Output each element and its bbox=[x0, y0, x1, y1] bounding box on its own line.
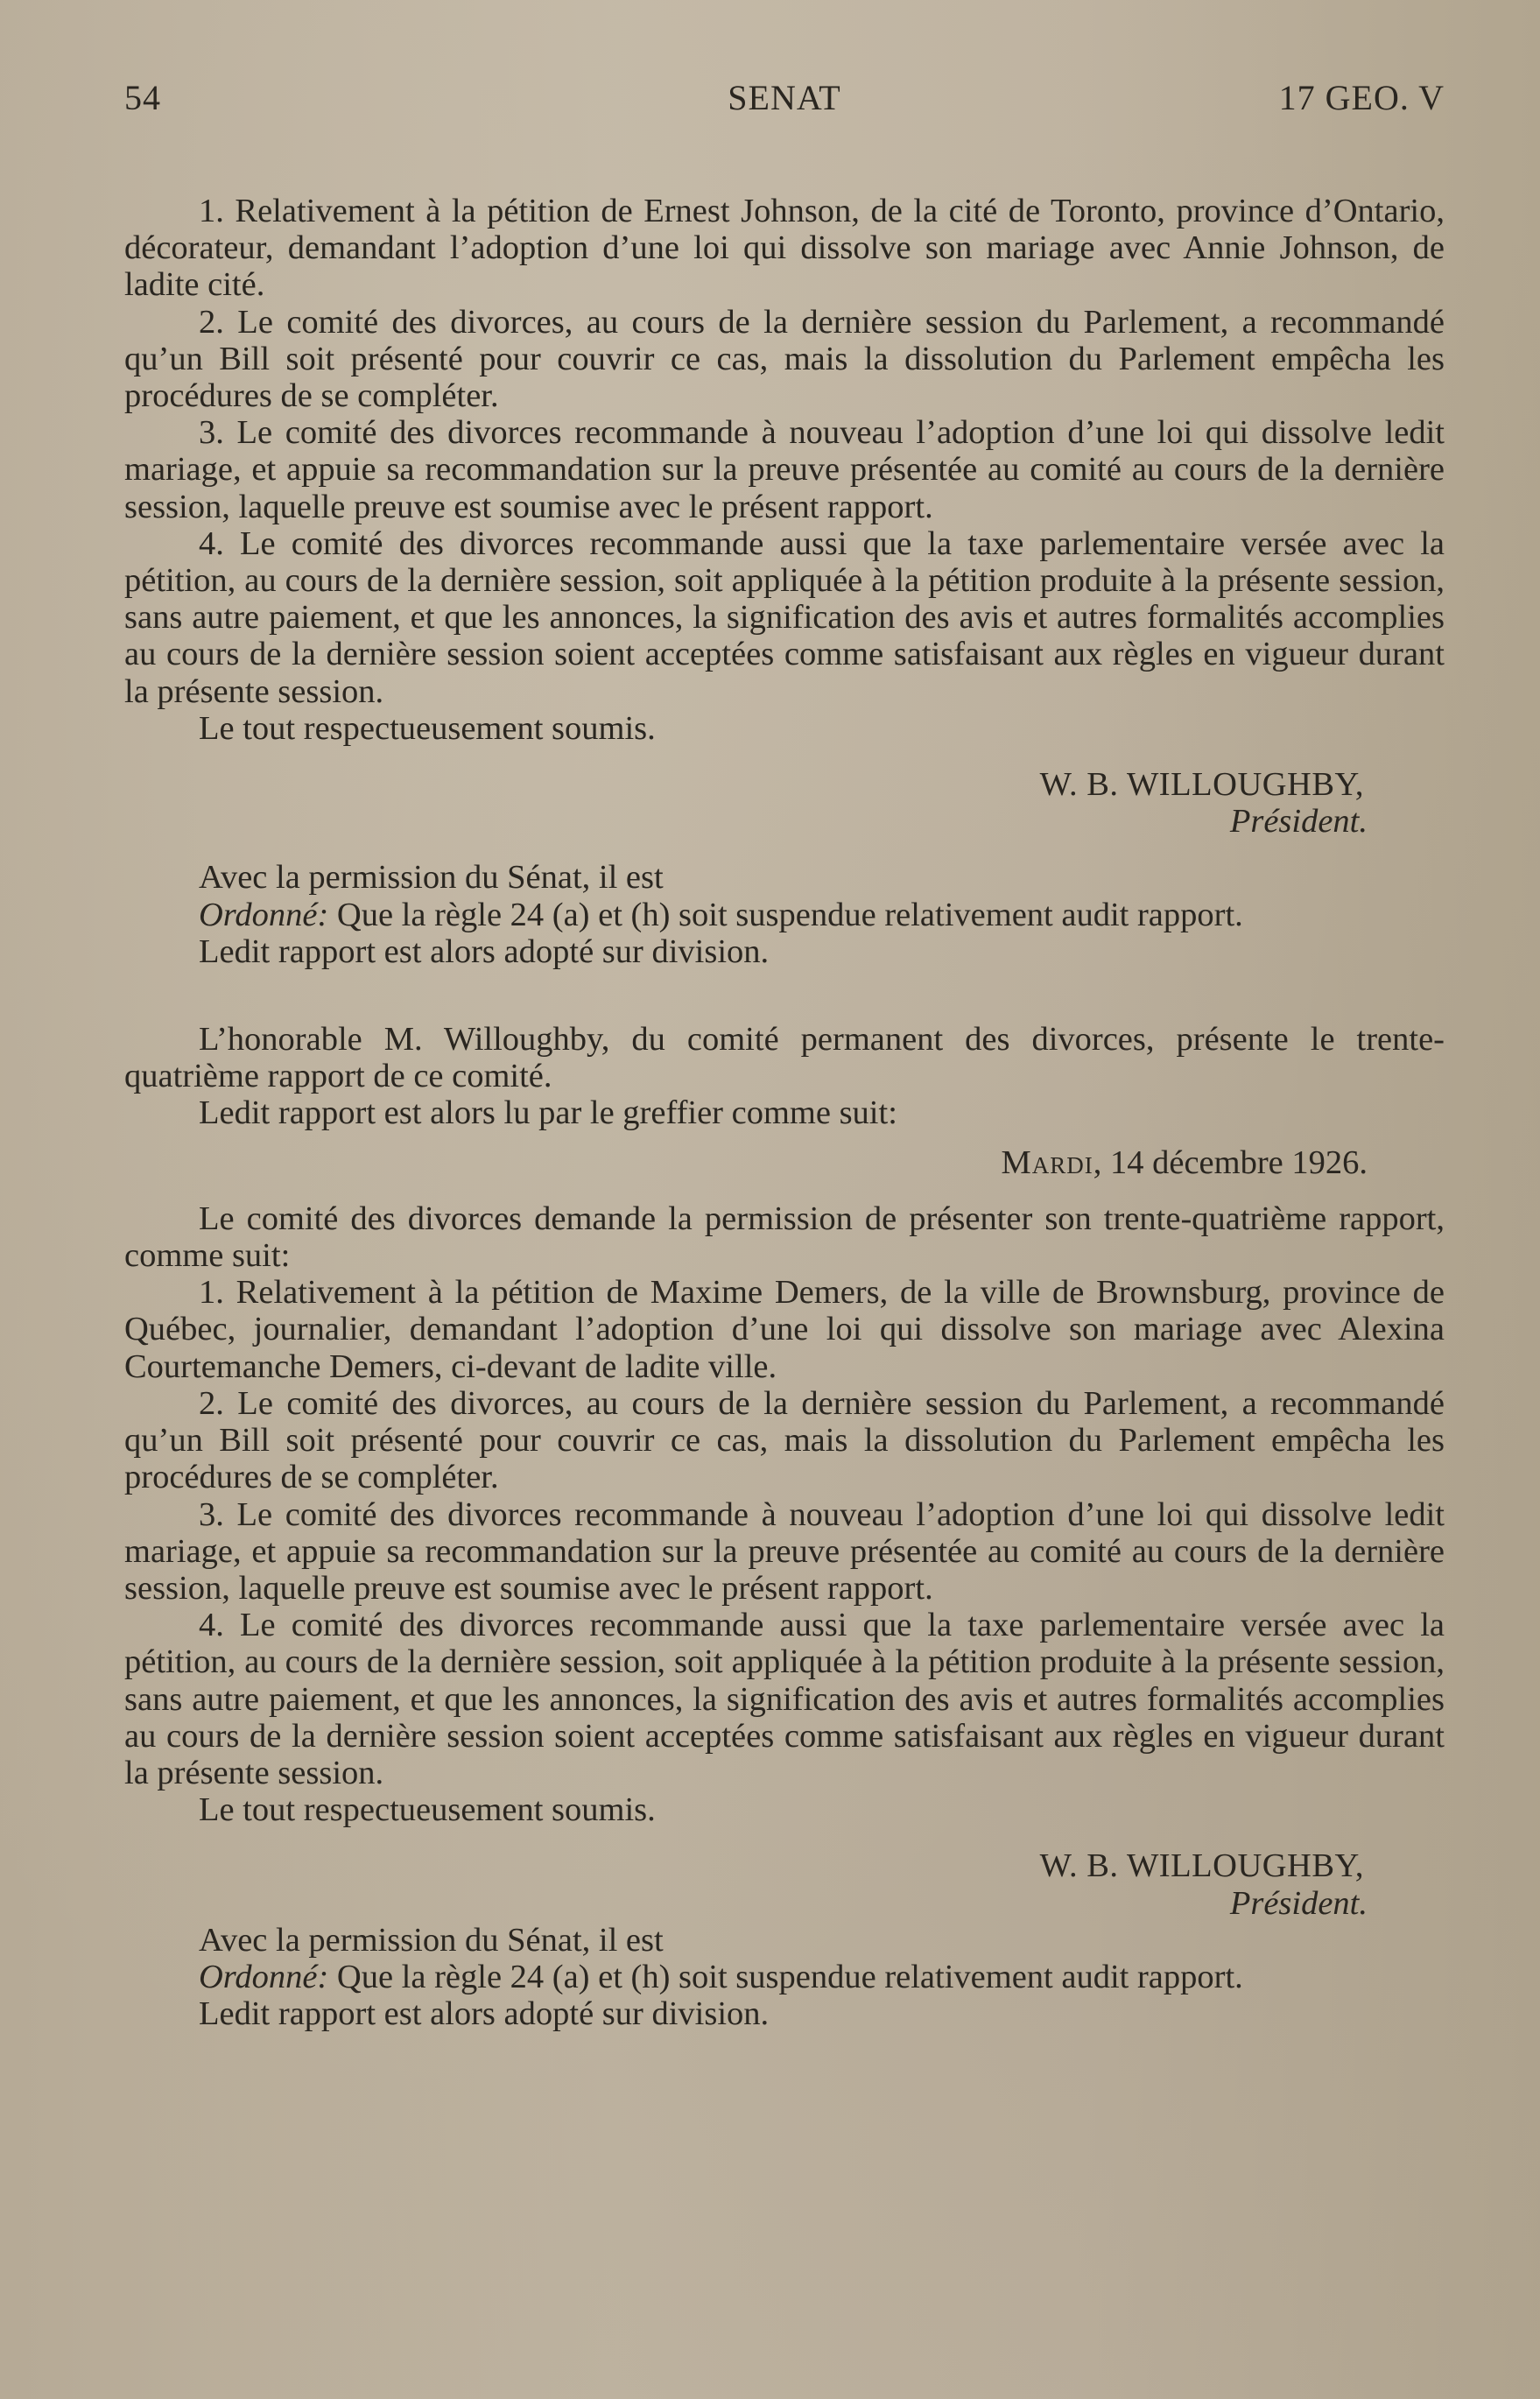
report2-adopted: Ledit rapport est alors adopté sur division. bbox=[199, 1995, 770, 2033]
report1-paragraph-2: 2. Le comité des divorces, au cours de la dernière session du Parlement, a recommandé qu’un Bill soit présenté pour couvrir ce cas, mais la dissolution du Parlement empêcha les procédures de se compléter. bbox=[124, 303, 1445, 415]
report1-paragraph-3: 3. Le comité des divorces recommande à nouveau l’adoption d’une loi qui dissolve ledit mariage, et appuie sa recommandation sur la preuve présentée au comité au cours de la dernière session, laquelle preuve est soumise avec le présent rapport. bbox=[124, 414, 1445, 525]
body-text bbox=[124, 193, 1445, 2032]
report1-closing: Le tout respectueusement soumis. bbox=[199, 709, 656, 747]
report1-paragraph-4: 4. Le comité des divorces recommande aussi que la taxe parlementaire versée avec la pétition, au cours de la dernière session, soit appliquée à la pétition produite à la présente session, sans autre paiement, et que les annonces, la signification des avis et autres formalités accomplies au cours de la dernière session soient acceptées comme satisfaisant aux règles en vigueur durant la présente session. bbox=[124, 524, 1445, 710]
report1-ordered-label: Ordonné: bbox=[199, 896, 329, 933]
report-date-rest: , 14 décembre 1926. bbox=[1093, 1143, 1368, 1181]
report1-ordered-text: Que la règle 24 (a) et (h) soit suspendue relativement audit rapport. bbox=[328, 896, 1243, 933]
report2-paragraph-3: 3. Le comité des divorces recommande à nouveau l’adoption d’une loi qui dissolve ledit mariage, et appuie sa recommandation sur la preuve présentée au comité au cours de la dernière session, laquelle preuve est soumise avec le présent rapport. bbox=[124, 1495, 1445, 1607]
report2-paragraph-4: 4. Le comité des divorces recommande aussi que la taxe parlementaire versée avec la pétition, au cours de la dernière session, soit appliquée à la pétition produite à la présente session, sans autre paiement, et que les annonces, la signification des avis et autres formalités accomplies au cours de la dernière session soient acceptées comme satisfaisant aux règles en vigueur durant la présente session. bbox=[124, 1607, 1445, 1791]
report1-adopted: Ledit rapport est alors adopté sur division. bbox=[199, 932, 770, 970]
report1-signer-name: W. B. WILLOUGHBY, bbox=[1039, 766, 1364, 804]
spacer bbox=[124, 840, 1445, 859]
report1-permission: Avec la permission du Sénat, il est bbox=[199, 859, 664, 897]
report2-paragraph-0: Le comité des divorces demande la permission de présenter son trente-quatrième rapport, comme suit: bbox=[124, 1200, 1445, 1275]
report2-signature bbox=[124, 1847, 1445, 1921]
report1-paragraph-1: 1. Relativement à la pétition de Ernest Johnson, de la cité de Toronto, province d’Ontario, décorateur, demandant l’adoption d’une loi qui dissolve son mariage avec Annie Johnson, de ladite cité. bbox=[124, 193, 1445, 304]
report2-ordered-text: Que la règle 24 (a) et (h) soit suspendue relativement audit rapport. bbox=[328, 1958, 1243, 1995]
report-date-day: Mardi bbox=[1001, 1143, 1093, 1181]
report1-order bbox=[124, 897, 1445, 933]
report2-closing: Le tout respectueusement soumis. bbox=[199, 1791, 656, 1829]
running-header bbox=[124, 77, 1445, 123]
report1-signer-title: Président. bbox=[1229, 803, 1368, 841]
report2-paragraph-1: 1. Relativement à la pétition de Maxime Demers, de la ville de Brownsburg, province de Québec, journalier, demandant l’adoption d’une loi qui dissolve son mariage avec Alexina Courtemanche Demers, ci-devant de ladite ville. bbox=[124, 1274, 1445, 1385]
report2-ordered-label: Ordonné: bbox=[199, 1958, 329, 1995]
section-spacer bbox=[124, 970, 1445, 1021]
intro2-paragraph-2: Ledit rapport est alors lu par le greffier comme suit: bbox=[199, 1094, 897, 1132]
report2-permission: Avec la permission du Sénat, il est bbox=[199, 1921, 664, 1959]
intro2-paragraph-1: L’honorable M. Willoughby, du comité permanent des divorces, présente le trente-quatrième rapport de ce comité. bbox=[124, 1021, 1445, 1095]
header-regnal-year: 17 GEO. V bbox=[1278, 78, 1445, 117]
report2-order bbox=[124, 1959, 1445, 1995]
report-date bbox=[124, 1144, 1445, 1181]
report1-signature bbox=[124, 766, 1445, 840]
page-number: 54 bbox=[124, 78, 161, 117]
header-title: SENAT bbox=[728, 78, 841, 117]
report2-signer-title: Président. bbox=[1229, 1884, 1368, 1922]
report2-paragraph-2: 2. Le comité des divorces, au cours de la dernière session du Parlement, a recommandé qu’un Bill soit présenté pour couvrir ce cas, mais la dissolution du Parlement empêcha les procédures de se compléter. bbox=[124, 1384, 1445, 1496]
report2-signer-name: W. B. WILLOUGHBY, bbox=[1039, 1847, 1364, 1885]
